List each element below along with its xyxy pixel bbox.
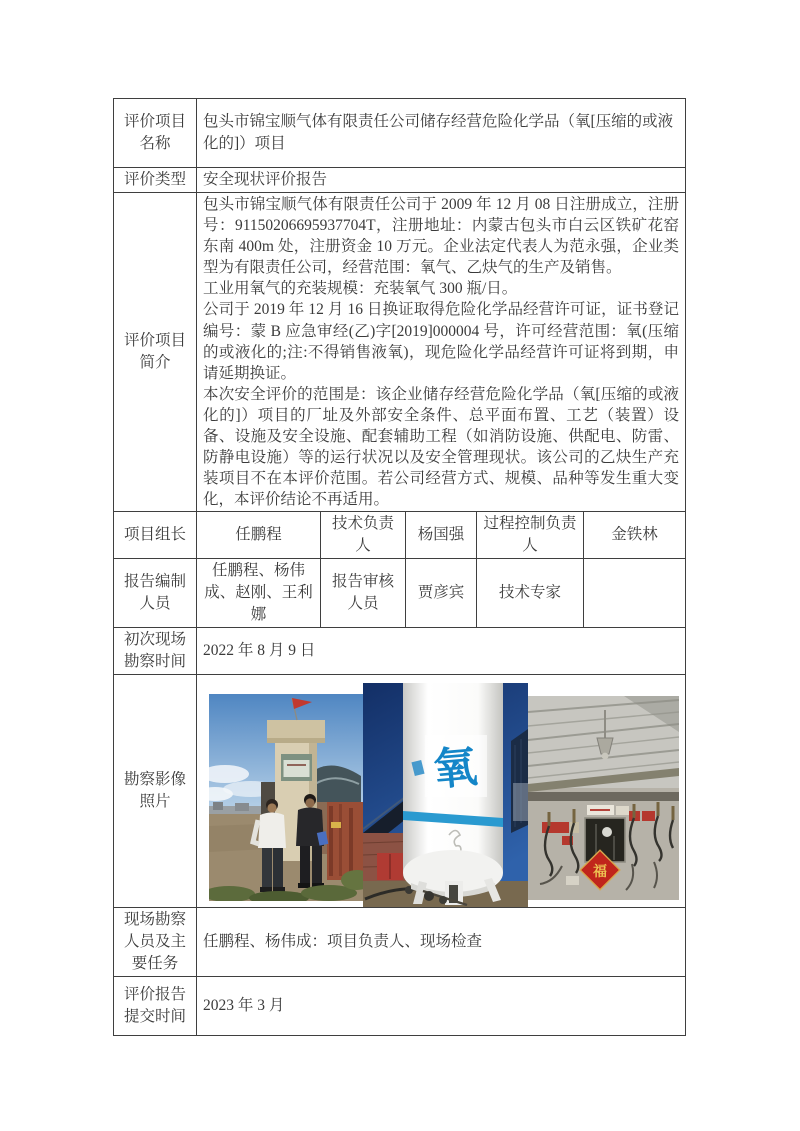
survey-staff-value: 任鹏程、杨伟成：项目负责人、现场检查 — [197, 908, 686, 977]
site-gate-photo — [209, 694, 363, 901]
tech-lead-label: 技术负责人 — [321, 512, 406, 559]
oxygen-tank-photo-graphic — [363, 683, 528, 908]
reviewer-name: 贾彦宾 — [406, 559, 477, 628]
row-project-intro — [114, 193, 686, 512]
intro-paragraph-capacity: 工业用氧气的充装规模：充装氧气 300 瓶/日。 — [203, 280, 518, 298]
intro-paragraph-license: 公司于 2019 年 12 月 16 日换证取得危险化学品经营许可证，证书登记编号：蒙 B 应急审经(乙)字[2019]000004 号，许可经营范围：氧(压缩的或液化的;注:不得销售液氧)，现危险化学品经营许可证将到期，申请延期换证。 — [203, 301, 680, 382]
reviewer-label: 报告审核人员 — [321, 559, 406, 628]
row-survey-staff — [114, 908, 686, 977]
team-leader-label: 项目组长 — [114, 512, 197, 559]
filling-workshop-photo — [528, 696, 679, 900]
project-name-label: 评价项目名称 — [114, 99, 197, 168]
photos-cell — [197, 675, 686, 908]
intro-paragraph-registration: 包头市锦宝顺气体有限责任公司于 2009 年 12 月 08 日注册成立，注册号：91150206695937704T，注册地址：内蒙古包头市白云区铁矿花窑东南 400m 处，注册资金 10 万元。企业法定代表人为范永强，企业类型为有限责任公司，经营范围：氧气、乙炔气的生产及销售。 — [203, 196, 680, 277]
submit-time-value: 2023 年 3 月 — [197, 977, 686, 1036]
photos-label: 勘察影像照片 — [114, 675, 197, 908]
compilers-names: 任鹏程、杨伟成、赵刚、王利娜 — [197, 559, 321, 628]
row-team — [114, 512, 686, 559]
expert-name — [584, 559, 686, 628]
oxygen-tank-photo — [363, 683, 528, 908]
fu-banner-character: 福 — [593, 865, 607, 881]
expert-label: 技术专家 — [477, 559, 584, 628]
survey-photos — [203, 676, 679, 906]
tank-oxygen-marking: 氧 — [431, 742, 480, 796]
submit-time-label: 评价报告提交时间 — [114, 977, 197, 1036]
survey-staff-label: 现场勘察人员及主要任务 — [114, 908, 197, 977]
project-intro-label: 评价项目简介 — [114, 193, 197, 512]
row-photos — [114, 675, 686, 908]
row-project-name — [114, 99, 686, 168]
project-name-value: 包头市锦宝顺气体有限责任公司储存经营危险化学品（氧[压缩的或液化的]）项目 — [197, 99, 686, 168]
eval-type-value: 安全现状评价报告 — [197, 168, 686, 193]
eval-type-label: 评价类型 — [114, 168, 197, 193]
compilers-label: 报告编制人员 — [114, 559, 197, 628]
project-intro-value — [197, 193, 686, 512]
row-eval-type — [114, 168, 686, 193]
intro-paragraph-scope: 本次安全评价的范围是：该企业储存经营危险化学品（氧[压缩的或液化的]）项目的厂址及外部安全条件、总平面布置、工艺（装置）设备、设施及安全设施、配套辅助工程（如消防设施、供配电、防雷、防静电设施）等的运行状况以及安全管理现状。该公司的乙炔生产充装项目不在本评价范围。若公司经营方式、规模、品种等发生重大变化，本评价结论不再适用。 — [203, 385, 680, 509]
process-lead-name: 金铁林 — [584, 512, 686, 559]
row-submit-time — [114, 977, 686, 1036]
process-lead-label: 过程控制负责人 — [477, 512, 584, 559]
filling-workshop-photo-graphic — [528, 696, 679, 900]
first-survey-label: 初次现场勘察时间 — [114, 628, 197, 675]
team-leader-name: 任鹏程 — [197, 512, 321, 559]
tech-lead-name: 杨国强 — [406, 512, 477, 559]
evaluation-summary-table — [113, 98, 686, 1036]
first-survey-value: 2022 年 8 月 9 日 — [197, 628, 686, 675]
site-gate-photo-graphic — [209, 694, 363, 901]
row-compilers — [114, 559, 686, 628]
row-first-survey — [114, 628, 686, 675]
